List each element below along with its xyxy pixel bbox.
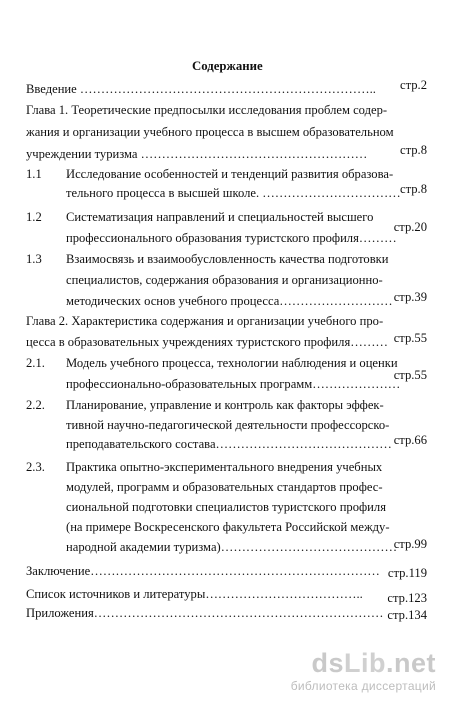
toc-ch2-line: Глава 2. Характеристика содержания и организации учебного про- [26, 314, 384, 328]
toc-s21-line: Модель учебного процесса, технологии наблюдения и оценки [66, 356, 398, 370]
toc-ch1-line: учреждении туризма ……………………………………………… [26, 147, 368, 161]
toc-intro-line: Введение …………………………………………………………….. [26, 82, 376, 96]
toc-s23-page: стр.99 [393, 537, 427, 551]
toc-conclusion-line: Заключение…………………………………………………………… [26, 564, 380, 578]
toc-s22-line: Планирование, управление и контроль как факторы эффек- [66, 398, 384, 412]
toc-s23-line: народной академии туризма)…………………………………… [66, 540, 398, 554]
toc-references-page: стр.123 [387, 591, 427, 605]
toc-s13-line: специалистов, содержания образования и организационно- [66, 273, 383, 287]
toc-s11-line: тельного процесса в высшей школе. …………………………… [66, 186, 401, 200]
toc-s11-page: стр.8 [400, 182, 427, 196]
toc-appendices-line: Приложения…………………………………………………………… [26, 606, 384, 620]
toc-s13-page: стр.39 [393, 290, 427, 304]
toc-intro-page: стр.2 [400, 78, 427, 92]
toc-s11-line: Исследование особенностей и тенденций развития образова- [66, 167, 394, 181]
toc-s12-line: Систематизация направлений и специальностей высшего [66, 210, 374, 224]
toc-s21-page: стр.55 [393, 368, 427, 382]
toc-ch1-page: стр.8 [400, 143, 427, 157]
toc-s23-number: 2.3. [26, 460, 45, 474]
toc-s21-line: профессионально-образовательных программ………………… [66, 377, 401, 391]
toc-conclusion-page: стр.119 [387, 566, 427, 580]
toc-s21-number: 2.1. [26, 356, 45, 370]
toc-s12-page: стр.20 [393, 220, 427, 234]
toc-s12-number: 1.2 [26, 210, 42, 224]
toc-s22-page: стр.66 [393, 433, 427, 447]
dslib-watermark [291, 650, 436, 692]
toc-s23-line: (на примере Воскресенского факультета Российской между- [66, 520, 390, 534]
toc-s23-line: сиональной подготовки специалистов туристского профиля [66, 500, 387, 514]
toc-s22-line: тивной научно-педагогической деятельности профессорско- [66, 418, 390, 432]
toc-s23-line: Практика опытно-экспериментального внедрения учебных [66, 460, 383, 474]
page-title: Содержание [192, 59, 263, 73]
toc-s22-number: 2.2. [26, 398, 45, 412]
toc-ch2-page: стр.55 [393, 331, 427, 345]
toc-s23-line: модулей, программ и образовательных стандартов профес- [66, 480, 383, 494]
toc-s12-line: профессионального образования туристского профиля……… [66, 231, 397, 245]
toc-s13-line: методических основ учебного процесса……………………… [66, 294, 393, 308]
toc-references-line: Список источников и литературы……………………………….. [26, 587, 363, 601]
toc-ch1-line: Глава 1. Теоретические предпосылки исследования проблем содер- [26, 103, 388, 117]
dslib-subtitle: библиотека диссертаций [290, 679, 436, 693]
toc-ch2-line: цесса в образовательных учреждениях туристского профиля……… [26, 335, 389, 349]
dslib-logo: dsLib.net [311, 648, 436, 678]
toc-s11-number: 1.1 [26, 167, 42, 181]
toc-appendices-page: стр.134 [387, 608, 427, 622]
toc-ch1-line: жания и организации учебного процесса в высшем образовательном [26, 125, 394, 139]
toc-s13-line: Взаимосвязь и взаимообусловленность качества подготовки [66, 252, 389, 266]
toc-s22-line: преподавательского состава…………………………………… [66, 437, 392, 451]
toc-s13-number: 1.3 [26, 252, 42, 266]
